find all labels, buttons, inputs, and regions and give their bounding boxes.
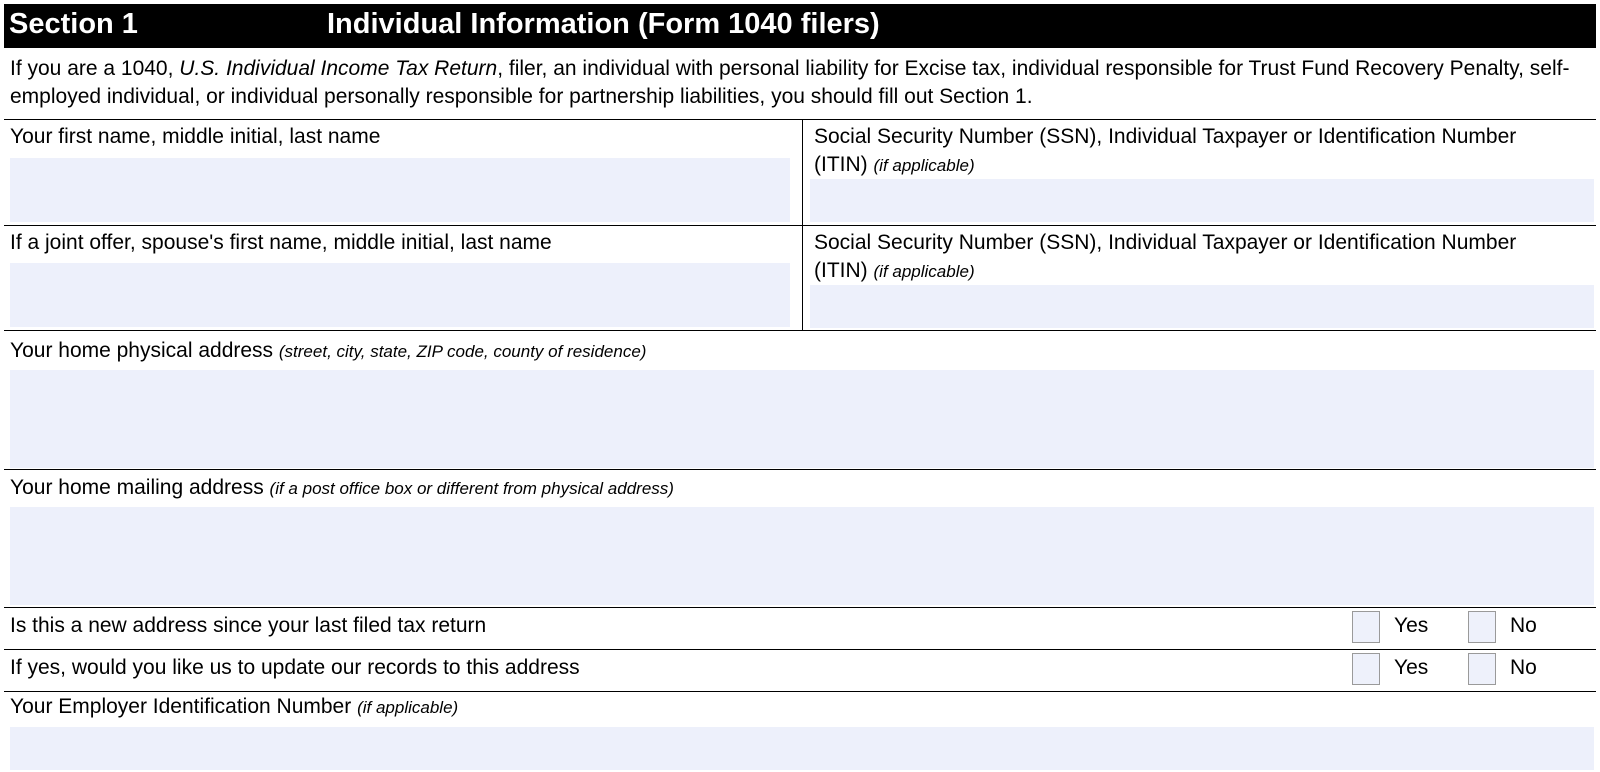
intro-text-before: If you are a 1040,	[10, 57, 180, 80]
new-address-no-label: No	[1510, 614, 1537, 637]
new-address-no-checkbox[interactable]	[1468, 611, 1496, 643]
spouse-ssn-label-text: Social Security Number (SSN), Individual Taxpayer or Identification Number (ITIN)	[814, 231, 1517, 282]
divider-line	[4, 469, 1596, 470]
intro-paragraph	[10, 55, 1590, 111]
mailing-address-label	[10, 474, 674, 503]
mailing-address-note: (if a post office box or different from physical address)	[269, 479, 674, 498]
mailing-address-field[interactable]	[10, 507, 1594, 605]
ssn-field[interactable]	[810, 179, 1594, 222]
ssn-label-text: Social Security Number (SSN), Individual Taxpayer or Identification Number (ITIN)	[814, 125, 1517, 176]
ein-label-text: Your Employer Identification Number	[10, 695, 352, 718]
new-address-yes-checkbox[interactable]	[1352, 611, 1380, 643]
divider-line	[4, 691, 1596, 692]
section-title: Individual Information (Form 1040 filers)	[327, 8, 880, 40]
update-records-label: If yes, would you like us to update our records to this address	[10, 656, 580, 679]
physical-address-label	[10, 337, 646, 366]
divider-line	[4, 607, 1596, 608]
physical-address-note: (street, city, state, ZIP code, county of residence)	[278, 342, 647, 361]
ein-label	[10, 693, 458, 722]
ein-note: (if applicable)	[357, 698, 459, 717]
intro-form-name: U.S. Individual Income Tax Return	[179, 57, 498, 80]
name-field[interactable]	[10, 158, 790, 222]
new-address-label: Is this a new address since your last filed tax return	[10, 614, 487, 637]
physical-address-field[interactable]	[10, 370, 1594, 468]
ein-field[interactable]	[10, 727, 1594, 770]
divider-line	[4, 649, 1596, 650]
divider-line	[4, 330, 1596, 331]
physical-address-label-text: Your home physical address	[10, 339, 274, 362]
divider-line	[4, 119, 1596, 120]
intro-text-after: , filer, an individual with personal liability for Excise tax, individual responsible for Trust Fund Recovery Penalty, self-employed individual, or individual personally responsible for partnership liabilities, you should fill out Section 1.	[10, 57, 1570, 108]
new-address-yes-label: Yes	[1394, 614, 1429, 637]
update-records-no-checkbox[interactable]	[1468, 653, 1496, 685]
update-records-yes-checkbox[interactable]	[1352, 653, 1380, 685]
spouse-ssn-label-note: (if applicable)	[873, 262, 975, 281]
name-label: Your first name, middle initial, last name	[10, 125, 381, 148]
spouse-name-field[interactable]	[10, 263, 790, 327]
spouse-ssn-field[interactable]	[810, 285, 1594, 328]
spouse-ssn-label	[814, 229, 1574, 286]
ssn-label	[814, 123, 1574, 180]
update-records-no-label: No	[1510, 656, 1537, 679]
ssn-label-note: (if applicable)	[873, 156, 975, 175]
divider-line	[4, 225, 1596, 226]
mailing-address-label-text: Your home mailing address	[10, 476, 264, 499]
spouse-name-label: If a joint offer, spouse's first name, middle initial, last name	[10, 231, 552, 254]
update-records-yes-label: Yes	[1394, 656, 1429, 679]
section-number: Section 1	[9, 8, 138, 40]
